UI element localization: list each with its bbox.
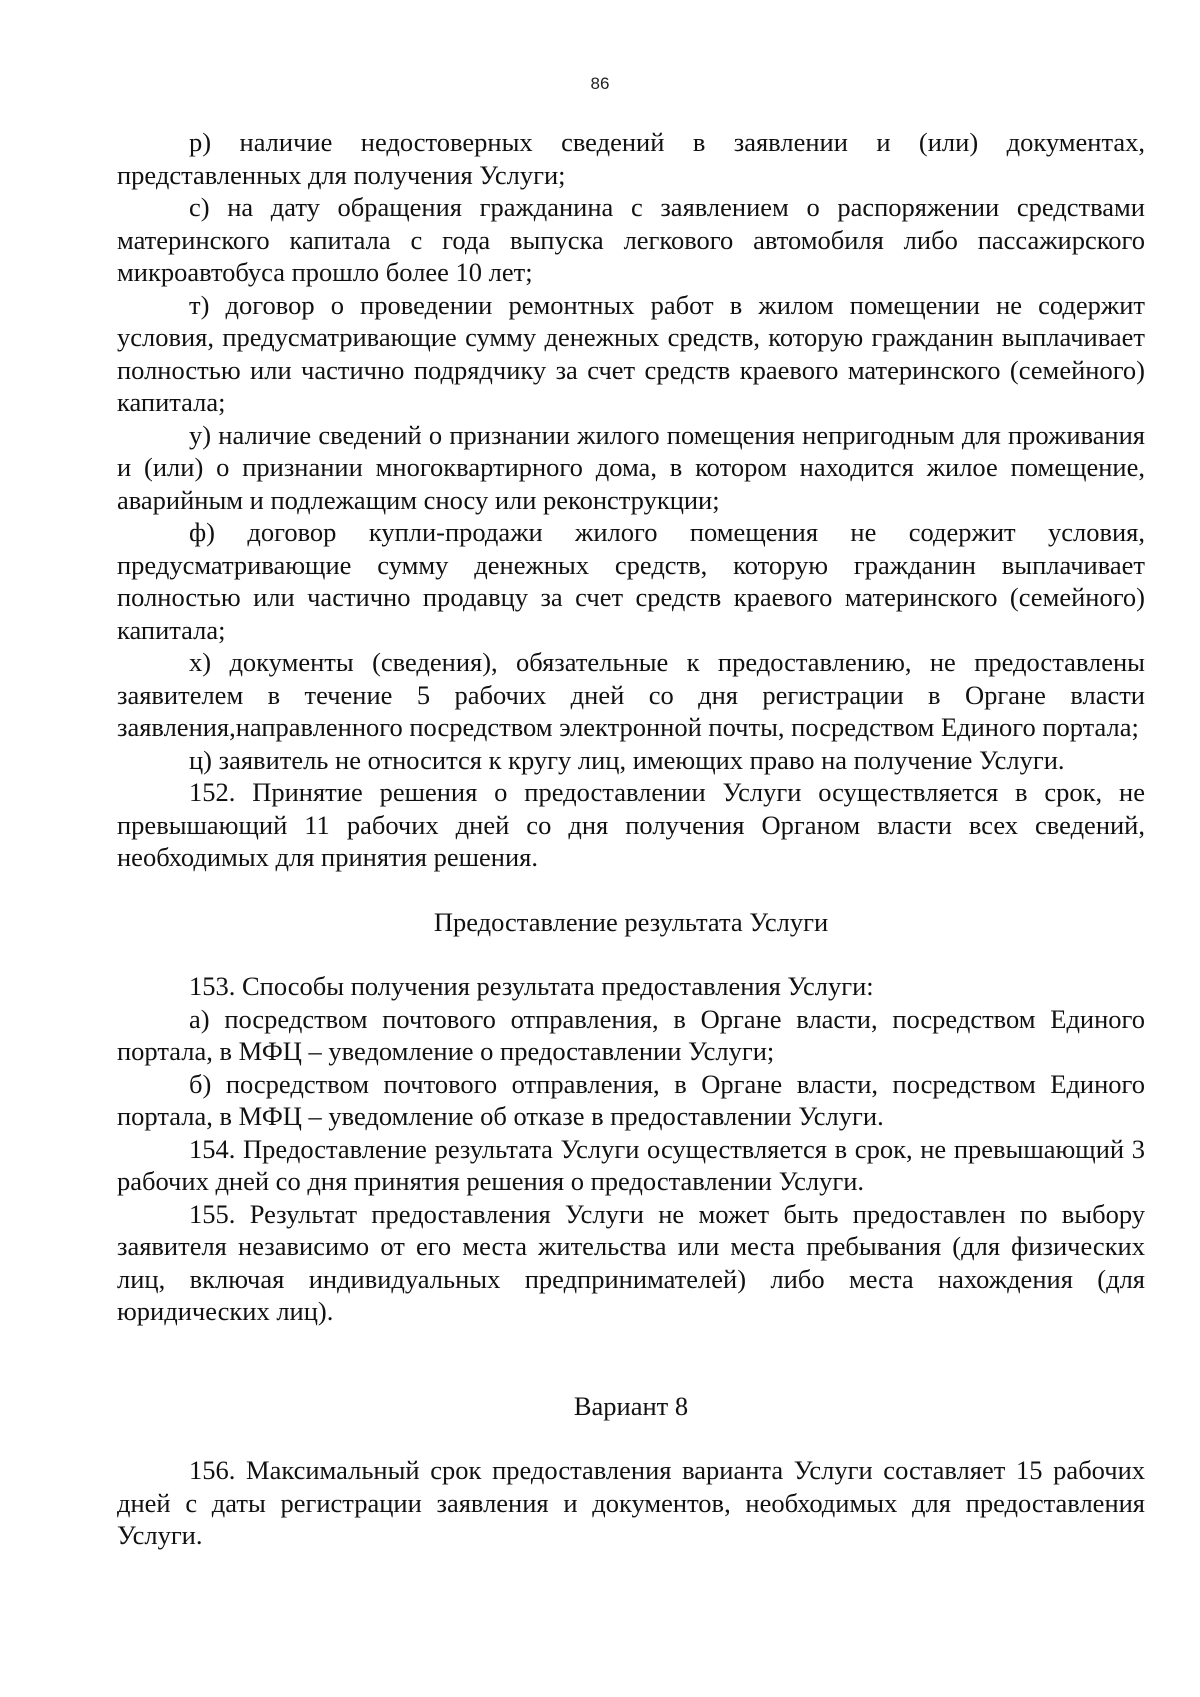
paragraph-f: ф) договор купли-продажи жилого помещения не содержит условия, предусматривающие сумму денежных средств, которую гражданин выплачивает полностью или частично продавцу за счет средств краевого материнского (семейного) капитала; (117, 517, 1145, 645)
paragraph-154: 154. Предоставление результата Услуги осуществляется в срок, не превышающий 3 рабочих дней со дня принятия решения о предоставлении Услуги. (117, 1133, 1145, 1196)
spacer (117, 874, 1145, 906)
paragraph-156: 156. Максимальный срок предоставления варианта Услуги составляет 15 рабочих дней с даты регистрации заявления и документов, необходимых для предоставления Услуги. (117, 1455, 1145, 1550)
spacer (117, 1328, 1145, 1390)
paragraph-s: с) на дату обращения гражданина с заявлением о распоряжении средствами материнского капитала с года выпуска легкового автомобиля либо пассажирского микроавтобуса прошло более 10 лет; (117, 192, 1145, 287)
paragraph-153-a: а) посредством почтового отправления, в Органе власти, посредством Единого портала, в МФЦ – уведомление о предоставлении Услуги; (117, 1003, 1145, 1066)
section-heading-variant: Вариант 8 (573, 1390, 689, 1421)
paragraph-155: 155. Результат предоставления Услуги не может быть предоставлен по выбору заявителя независимо от его места жительства или места пребывания (для физических лиц, включая индивидуальных предпринимателей) либо места нахождения (для юридических лиц). (117, 1198, 1145, 1326)
paragraph-153-b: б) посредством почтового отправления, в Органе власти, посредством Единого портала, в МФЦ – уведомление об отказе в предоставлении Услуги. (117, 1068, 1145, 1131)
paragraph-kh: х) документы (сведения), обязательные к предоставлению, не предоставлены заявителем в течение 5 рабочих дней со дня регистрации в Органе власти заявления,направленного посредством электронной почты, посредством Единого портала; (117, 647, 1145, 742)
spacer (117, 1422, 1145, 1454)
page-number: 86 (590, 74, 610, 93)
section-heading-result: Предоставление результата Услуги (433, 906, 829, 937)
spacer (117, 938, 1145, 970)
paragraph-r: р) наличие недостоверных сведений в заявлении и (или) документах, представленных для получения Услуги; (117, 127, 1145, 190)
paragraph-153: 153. Способы получения результата предоставления Услуги: (189, 971, 874, 1001)
document-body (117, 126, 1145, 1552)
paragraph-152: 152. Принятие решения о предоставлении Услуги осуществляется в срок, не превышающий 11 рабочих дней со дня получения Органом власти всех сведений, необходимых для принятия решения. (117, 777, 1145, 872)
paragraph-t: т) договор о проведении ремонтных работ в жилом помещении не содержит условия, предусматривающие сумму денежных средств, которую гражданин выплачивает полностью или частично подрядчику за счет средств краевого материнского (семейного) капитала; (117, 289, 1145, 417)
paragraph-u: у) наличие сведений о признании жилого помещения непригодным для проживания и (или) о признании многоквартирного дома, в котором находится жилое помещение, аварийным и подлежащим сносу или реконструкции; (117, 419, 1145, 515)
paragraph-ts: ц) заявитель не относится к кругу лиц, имеющих право на получение Услуги. (189, 744, 1065, 775)
